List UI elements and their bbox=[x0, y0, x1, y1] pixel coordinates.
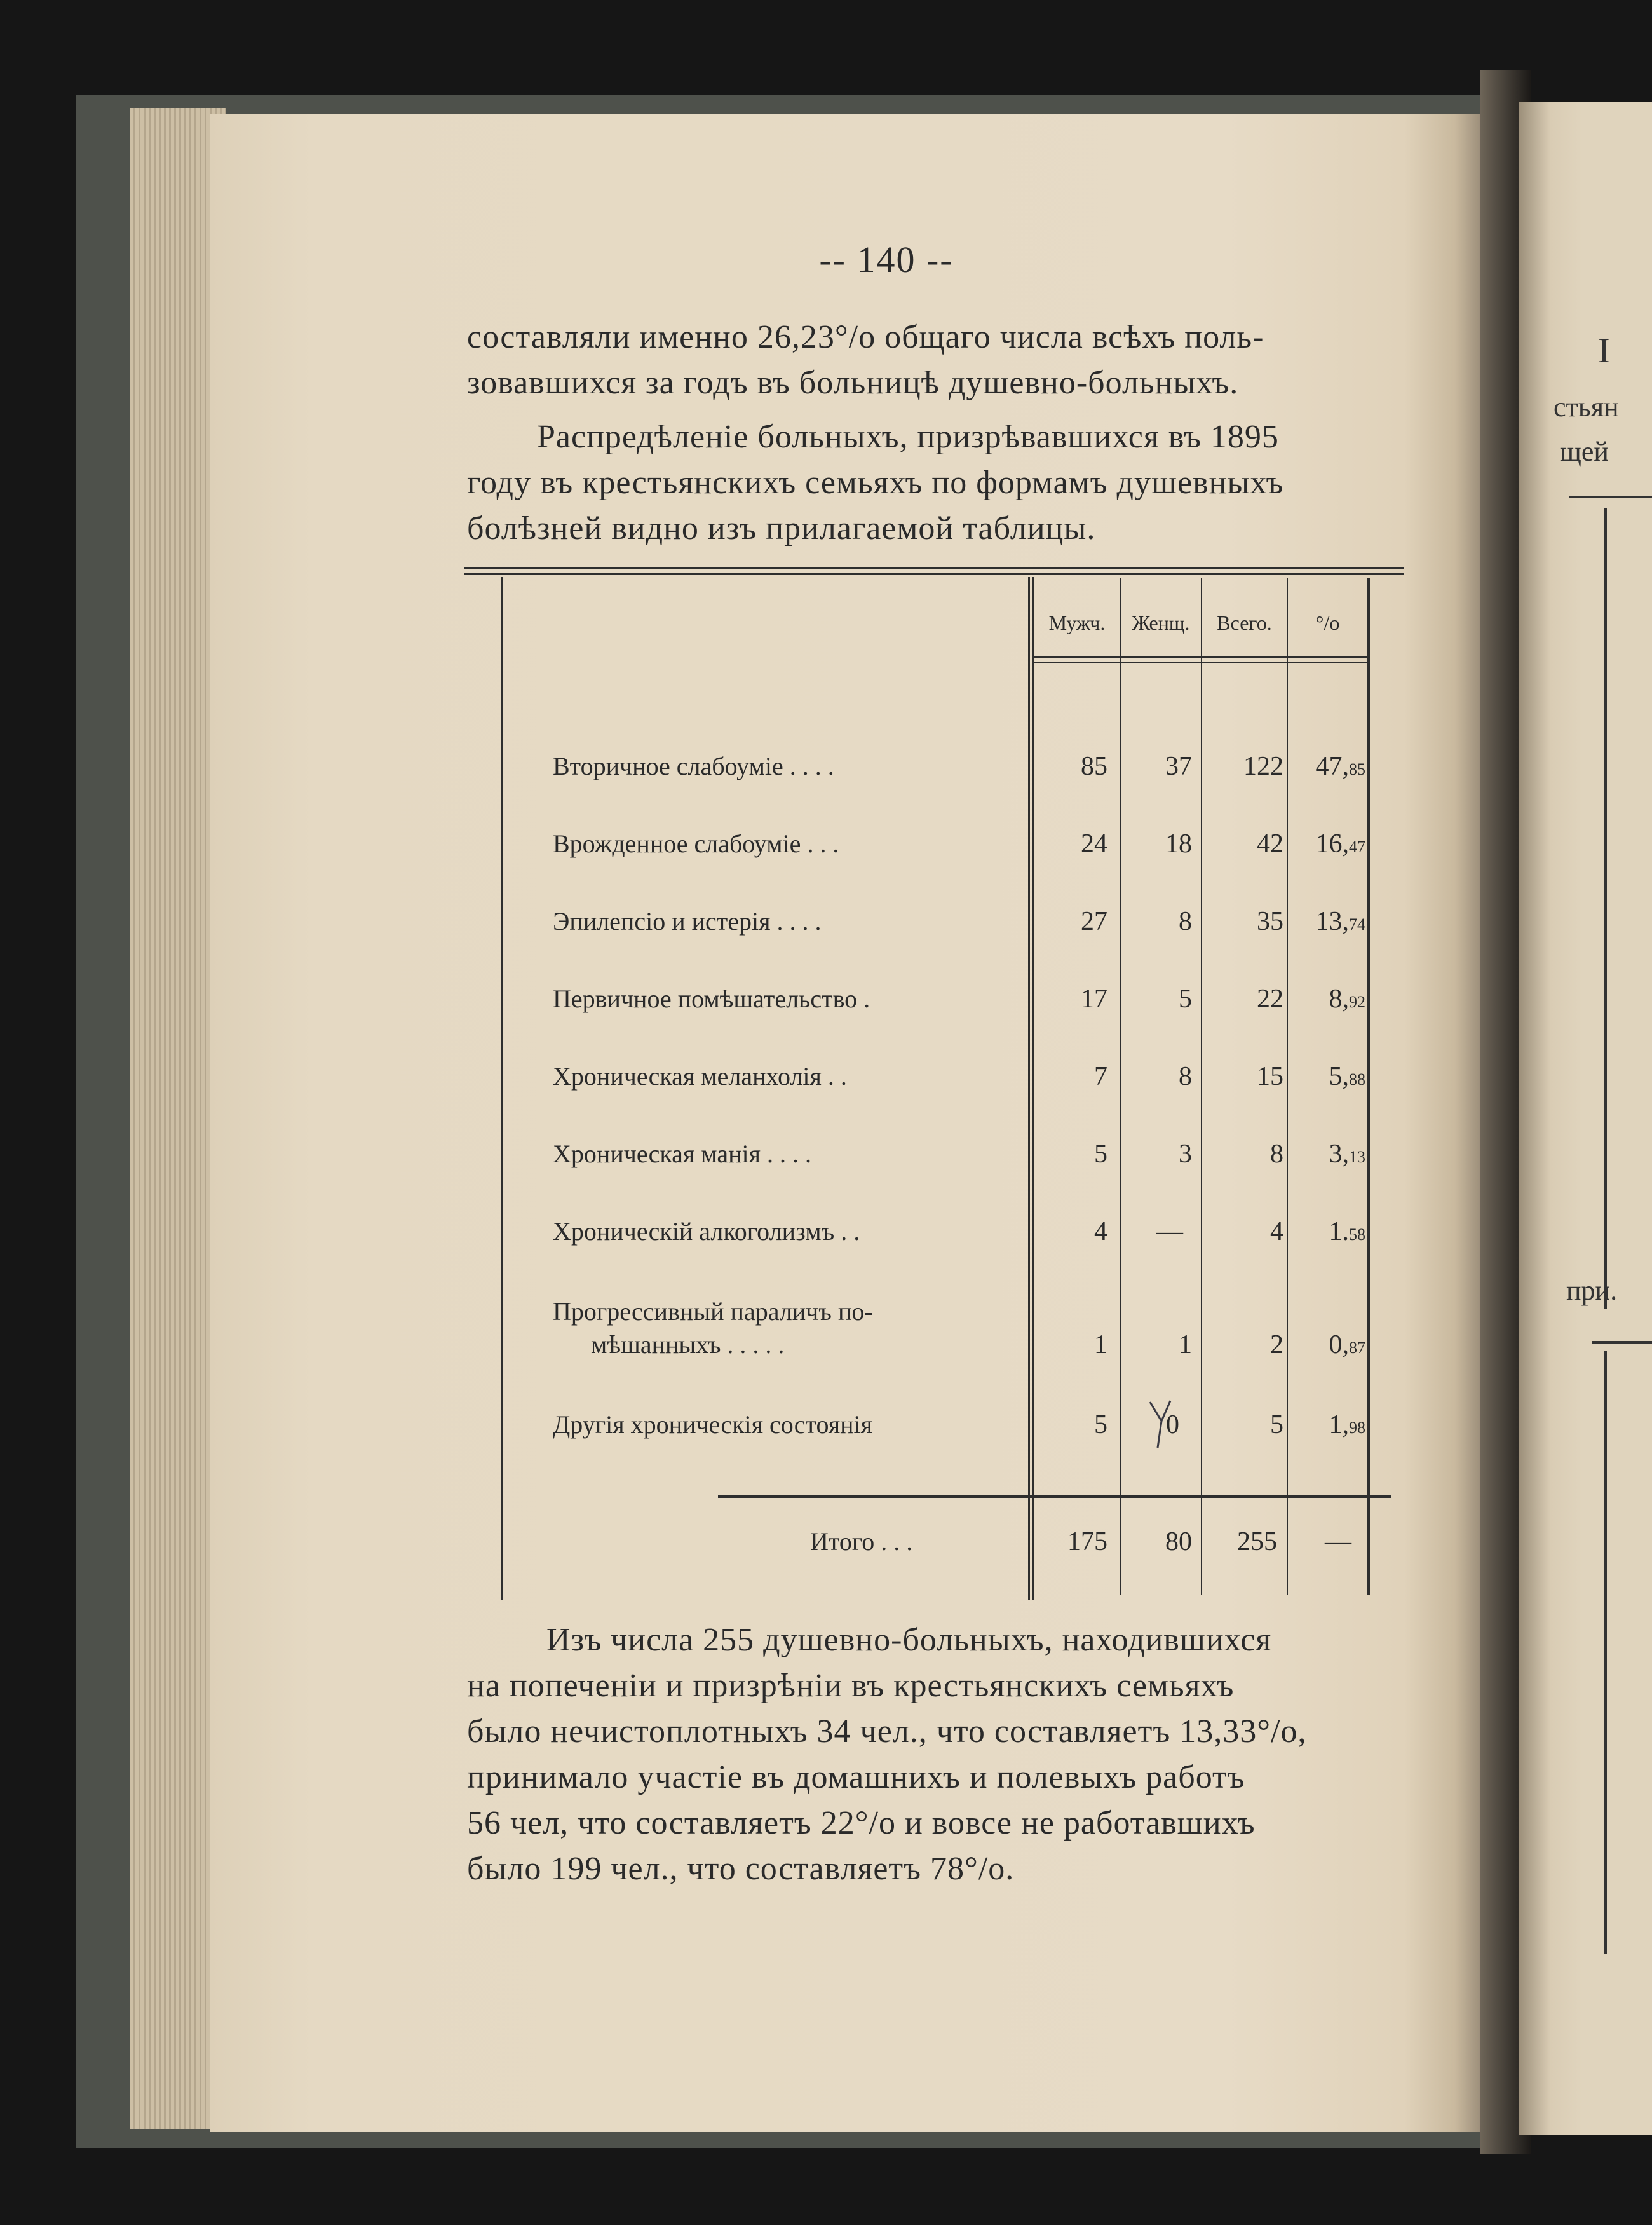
table-top-rule bbox=[464, 567, 1404, 569]
text-line: 56 чел, что составляетъ 22°/о и вовсе не работавшихъ bbox=[467, 1805, 1256, 1841]
handwritten-correction bbox=[1145, 1396, 1177, 1453]
cell-women: 8 bbox=[1179, 907, 1192, 936]
cell-total: 15 bbox=[1257, 1062, 1283, 1091]
text-line: составляли именно 26,23°/о общаго числа всѣхъ поль- bbox=[467, 319, 1264, 355]
cell-men: 5 bbox=[1094, 1410, 1107, 1439]
row-label-line: Прогрессивный параличъ по- bbox=[553, 1297, 873, 1326]
row-label bbox=[553, 1295, 873, 1361]
facing-page-fragment: стьян bbox=[1554, 391, 1619, 423]
total-label: Итого . . . bbox=[810, 1527, 913, 1556]
cell-women: 18 bbox=[1165, 829, 1192, 859]
cell-percent: 3,13 bbox=[1329, 1140, 1365, 1169]
row-label: Хроническая меланхолія . . bbox=[553, 1062, 847, 1091]
cell-men: 17 bbox=[1081, 984, 1107, 1014]
cell-men: 7 bbox=[1094, 1062, 1107, 1091]
cell-women: — bbox=[1156, 1217, 1183, 1246]
header-rule bbox=[1032, 662, 1369, 663]
cell-percent: 16,47 bbox=[1315, 829, 1365, 859]
text-line: году въ крестьянскихъ семьяхъ по формамъ душевныхъ bbox=[467, 465, 1284, 501]
cell-men: 4 bbox=[1094, 1217, 1107, 1246]
text-line: Изъ числа 255 душевно-больныхъ, находившихся bbox=[546, 1622, 1272, 1658]
cell-women: 0 bbox=[1166, 1410, 1179, 1439]
cell-men: 27 bbox=[1081, 907, 1107, 936]
table-intro-paragraph bbox=[467, 414, 1414, 552]
cell-women: 1 bbox=[1179, 1330, 1192, 1359]
row-label: Хроническая манія . . . . bbox=[553, 1140, 812, 1168]
table-right-border bbox=[1367, 578, 1370, 1595]
table-top-rule bbox=[464, 573, 1404, 575]
text-line: было 199 чел., что составляетъ 78°/о. bbox=[467, 1851, 1015, 1887]
page-number: -- 140 -- bbox=[819, 239, 954, 280]
cell-women-total: 80 bbox=[1165, 1527, 1192, 1556]
cell-total: 8 bbox=[1270, 1140, 1283, 1169]
facing-page-fragment: при. bbox=[1566, 1275, 1618, 1306]
closing-paragraph bbox=[467, 1617, 1414, 1892]
cell-men: 1 bbox=[1094, 1330, 1107, 1359]
cell-men: 5 bbox=[1094, 1140, 1107, 1169]
header-men: Мужч. bbox=[1048, 611, 1106, 634]
cell-percent: 1,98 bbox=[1329, 1410, 1365, 1439]
cell-percent-total: — bbox=[1325, 1527, 1351, 1556]
cell-men: 24 bbox=[1081, 829, 1107, 859]
row-label: Врожденное слабоуміе . . . bbox=[553, 829, 839, 858]
cell-men: 85 bbox=[1081, 752, 1107, 781]
row-label: Хроническій алкоголизмъ . . bbox=[553, 1217, 860, 1246]
cell-total: 5 bbox=[1270, 1410, 1283, 1439]
cell-total: 2 bbox=[1270, 1330, 1283, 1359]
cell-total: 42 bbox=[1257, 829, 1283, 859]
intro-paragraph bbox=[467, 315, 1414, 406]
totals-rule bbox=[718, 1495, 1391, 1498]
column-separator bbox=[1032, 577, 1034, 1600]
facing-table-rule bbox=[1604, 508, 1607, 1309]
cell-women: 8 bbox=[1179, 1062, 1192, 1091]
cell-grand-total: 255 bbox=[1237, 1527, 1277, 1556]
facing-page-fragment: І bbox=[1598, 331, 1610, 371]
text-line: на попеченіи и призрѣніи въ крестьянскихъ семьяхъ bbox=[467, 1668, 1235, 1704]
facing-table-rule bbox=[1604, 1351, 1607, 1954]
facing-page bbox=[1519, 102, 1652, 2135]
cell-women: 3 bbox=[1179, 1140, 1192, 1169]
text-line: болѣзней видно изъ прилагаемой таблицы. bbox=[467, 510, 1096, 547]
cell-men-total: 175 bbox=[1067, 1527, 1107, 1556]
facing-table-rule bbox=[1592, 1341, 1652, 1344]
text-line: принимало участіе въ домашнихъ и полевыхъ работъ bbox=[467, 1759, 1245, 1795]
header-total: Всего. bbox=[1217, 611, 1272, 634]
facing-page-fragment: щей bbox=[1560, 436, 1609, 467]
table-left-border bbox=[501, 577, 503, 1600]
cell-percent: 0,87 bbox=[1329, 1330, 1365, 1359]
cell-women: 5 bbox=[1179, 984, 1192, 1014]
cell-percent: 13,74 bbox=[1315, 907, 1365, 936]
facing-table-rule bbox=[1569, 496, 1652, 498]
diagnosis-table bbox=[464, 559, 1404, 1602]
text-line: Распредѣленіе больныхъ, призрѣвавшихся въ 1895 bbox=[537, 419, 1279, 455]
text-line: было нечистоплотныхъ 34 чел., что составляетъ 13,33°/о, bbox=[467, 1713, 1307, 1750]
cell-women: 37 bbox=[1165, 752, 1192, 781]
header-percent: °/о bbox=[1315, 611, 1340, 634]
cell-total: 22 bbox=[1257, 984, 1283, 1014]
text-line: зовавшихся за годъ въ больницѣ душевно-больныхъ. bbox=[467, 365, 1239, 401]
row-label: Эпилепсіо и истерія . . . . bbox=[553, 907, 822, 936]
row-label: Вторичное слабоуміе . . . . bbox=[553, 752, 834, 780]
column-separator bbox=[1028, 577, 1030, 1600]
cell-total: 122 bbox=[1243, 752, 1283, 781]
row-label: Другія хроническія состоянія bbox=[553, 1410, 873, 1439]
row-label-line: мѣшанныхъ . . . . . bbox=[591, 1330, 785, 1359]
cell-percent: 8,92 bbox=[1329, 984, 1365, 1014]
cell-percent: 1.58 bbox=[1329, 1217, 1365, 1246]
cell-percent: 5,88 bbox=[1329, 1062, 1365, 1091]
cell-total: 35 bbox=[1257, 907, 1283, 936]
cell-percent: 47,85 bbox=[1315, 752, 1365, 781]
cell-total: 4 bbox=[1270, 1217, 1283, 1246]
header-women: Женщ. bbox=[1132, 611, 1190, 634]
row-label: Первичное помѣшательство . bbox=[553, 984, 870, 1013]
header-rule bbox=[1032, 656, 1369, 658]
